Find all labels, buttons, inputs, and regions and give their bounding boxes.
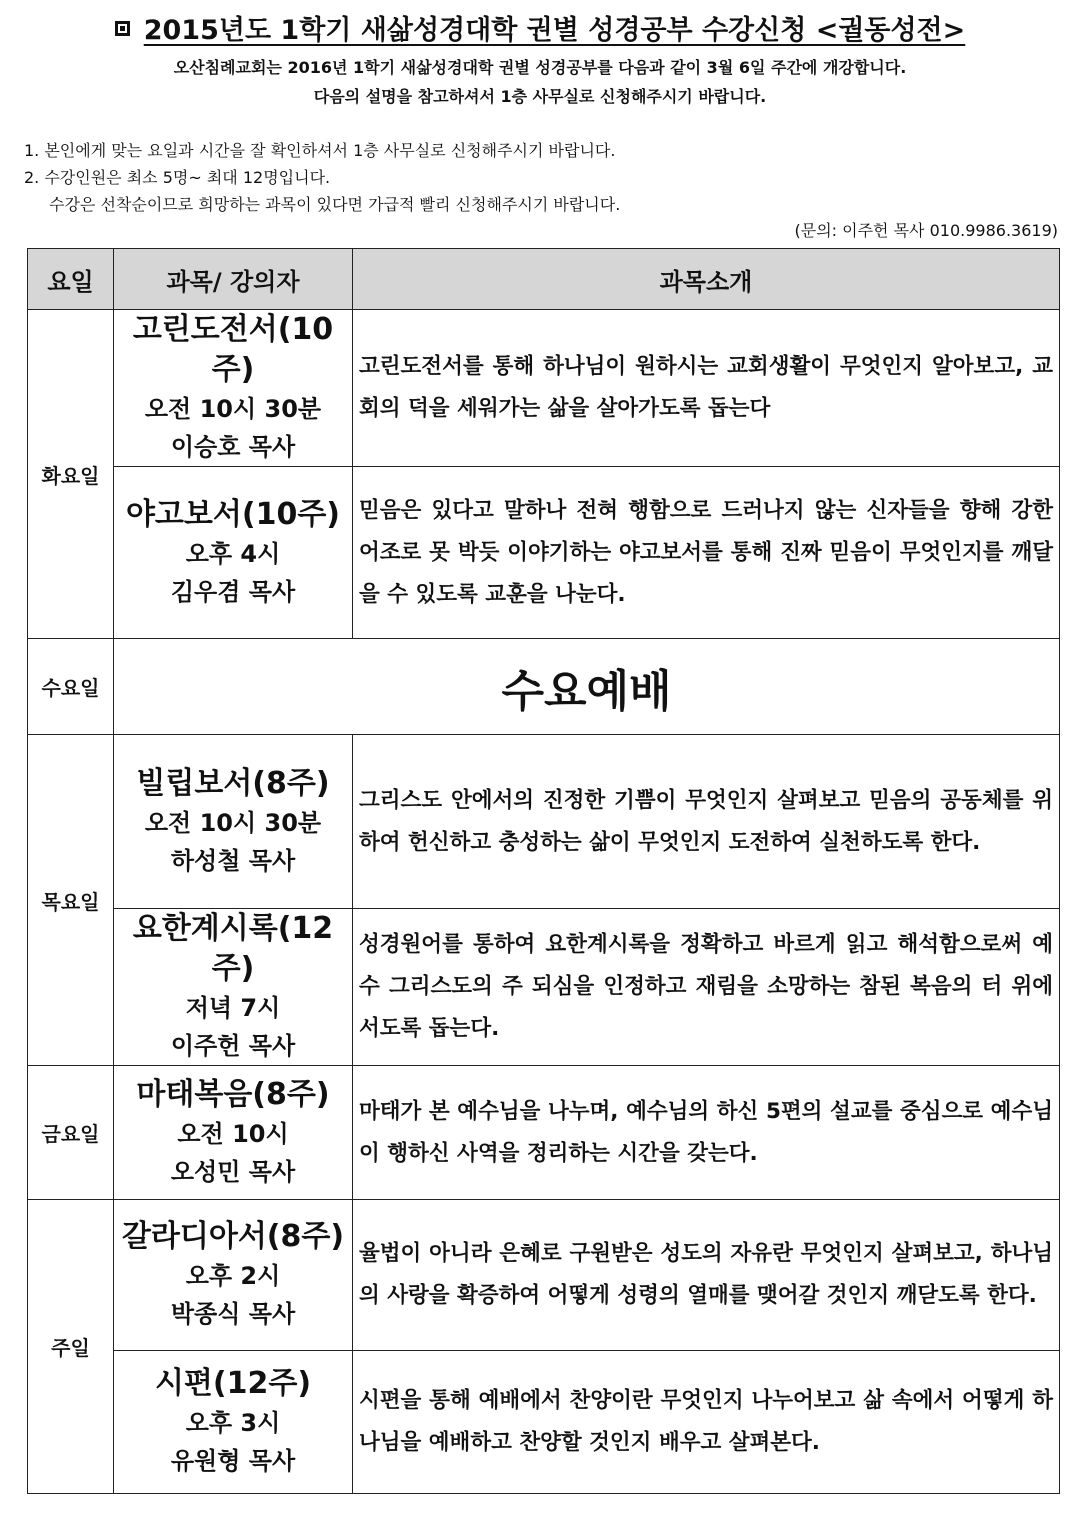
- table-row: [28, 467, 1060, 639]
- course-cell: [114, 735, 353, 909]
- course-professor: 하성철 목사: [170, 846, 296, 875]
- course-cell: [114, 310, 353, 467]
- course-professor: 이승호 목사: [170, 433, 296, 461]
- course-description: 성경원어를 통하여 요한계시록을 정확하고 바르게 읽고 해석함으로써 예수 그리스도의 주 되심을 인정하고 재림을 소망하는 참된 복음의 터 위에 서도록 돕는다.: [353, 909, 1060, 1066]
- course-name: 야고보서(10주): [125, 496, 341, 532]
- course-description: 고린도전서를 통해 하나님이 원하시는 교회생활이 무엇인지 알아보고, 교회의 덕을 세워가는 삶을 살아가도록 돕는다: [353, 310, 1060, 467]
- day-thursday: 목요일: [28, 735, 114, 1066]
- course-name: 갈라디아서(8주): [121, 1219, 345, 1254]
- course-cell: [114, 1200, 353, 1351]
- table-row: [28, 1200, 1060, 1351]
- course-time: 오전 10시 30분: [144, 395, 322, 423]
- course-name: 고린도전서(10주): [132, 312, 334, 387]
- intro-line-2: 다음의 설명을 참고하셔서 1층 사무실로 신청해주시기 바랍니다.: [313, 87, 767, 106]
- course-description: 율법이 아니라 은혜로 구원받은 성도의 자유란 무엇인지 살펴보고, 하나님의 사랑을 확증하여 어떻게 성령의 열매를 맺어갈 것인지 깨닫도록 한다.: [353, 1200, 1060, 1351]
- course-description: 시편을 통해 예배에서 찬양이란 무엇인지 나누어보고 삶 속에서 어떻게 하나님을 예배하고 찬양할 것인지 배우고 살펴본다.: [353, 1351, 1060, 1494]
- square-bullet-icon: [115, 21, 130, 36]
- table-row: [28, 909, 1060, 1066]
- course-time: 저녁 7시: [185, 994, 281, 1022]
- course-name: 요한계시록(12주): [132, 911, 334, 986]
- note-2: 2. 수강인원은 최소 5명~ 최대 12명입니다.: [24, 168, 331, 187]
- course-name: 시편(12주): [154, 1366, 312, 1401]
- day-wednesday: 수요일: [28, 639, 114, 735]
- course-time: 오후 2시: [185, 1262, 281, 1290]
- course-description: 믿음은 있다고 말하나 전혀 행함으로 드러나지 않는 신자들을 향해 강한 어조로 못 박듯 이야기하는 야고보서를 통해 진짜 믿음이 무엇인지를 깨달을 수 있도록 교훈을 나눈다.: [353, 467, 1060, 639]
- header-course: 과목/ 강의자: [114, 249, 353, 310]
- page-title: [0, 8, 1080, 47]
- course-cell: [114, 1066, 353, 1200]
- table-row: [28, 310, 1060, 467]
- table-row: [28, 1066, 1060, 1200]
- course-description: 그리스도 안에서의 진정한 기쁨이 무엇인지 살펴보고 믿음의 공동체를 위하여 헌신하고 충성하는 삶이 무엇인지 도전하여 실천하도록 한다.: [353, 735, 1060, 909]
- note-1: 1. 본인에게 맞는 요일과 시간을 잘 확인하셔서 1층 사무실로 신청해주시기 바랍니다.: [24, 141, 616, 160]
- course-time: 오후 4시: [185, 539, 281, 568]
- course-time: 오전 10시 30분: [144, 808, 322, 837]
- header-day: 요일: [28, 249, 114, 310]
- intro-line-1: 오산침례교회는 2016년 1학기 새삶성경대학 권별 성경공부를 다음과 같이 3월 6일 주간에 개강합니다.: [173, 58, 907, 77]
- course-cell: [114, 909, 353, 1066]
- course-professor: 박종식 목사: [170, 1300, 296, 1328]
- course-professor: 김우겸 목사: [170, 577, 296, 606]
- title-text: 2015년도 1학기 새삶성경대학 권별 성경공부 수강신청 <궐동성전>: [143, 15, 966, 46]
- day-sunday: 주일: [28, 1200, 114, 1494]
- contact-info: (문의: 이주헌 목사 010.9986.3619): [794, 221, 1058, 240]
- wednesday-service: 수요예배: [114, 639, 1060, 735]
- table-header-row: [28, 249, 1060, 310]
- day-tuesday: 화요일: [28, 310, 114, 639]
- course-cell: [114, 1351, 353, 1494]
- course-professor: 오성민 목사: [170, 1157, 296, 1186]
- table-row: [28, 639, 1060, 735]
- course-name: 마태복음(8주): [136, 1076, 330, 1112]
- course-time: 오전 10시: [177, 1119, 289, 1148]
- course-time: 오후 3시: [185, 1409, 281, 1437]
- course-table: [27, 248, 1060, 1494]
- note-3: 수강은 선착순이므로 희망하는 과목이 있다면 가급적 빨리 신청해주시기 바랍니다.: [49, 195, 621, 214]
- day-friday: 금요일: [28, 1066, 114, 1200]
- course-cell: [114, 467, 353, 639]
- header-description: 과목소개: [353, 249, 1060, 310]
- course-professor: 이주헌 목사: [170, 1032, 296, 1060]
- course-name: 빌립보서(8주): [136, 765, 330, 801]
- table-row: [28, 735, 1060, 909]
- course-description: 마태가 본 예수님을 나누며, 예수님의 하신 5편의 설교를 중심으로 예수님이 행하신 사역을 정리하는 시간을 갖는다.: [353, 1066, 1060, 1200]
- course-professor: 유원형 목사: [170, 1447, 296, 1475]
- table-row: [28, 1351, 1060, 1494]
